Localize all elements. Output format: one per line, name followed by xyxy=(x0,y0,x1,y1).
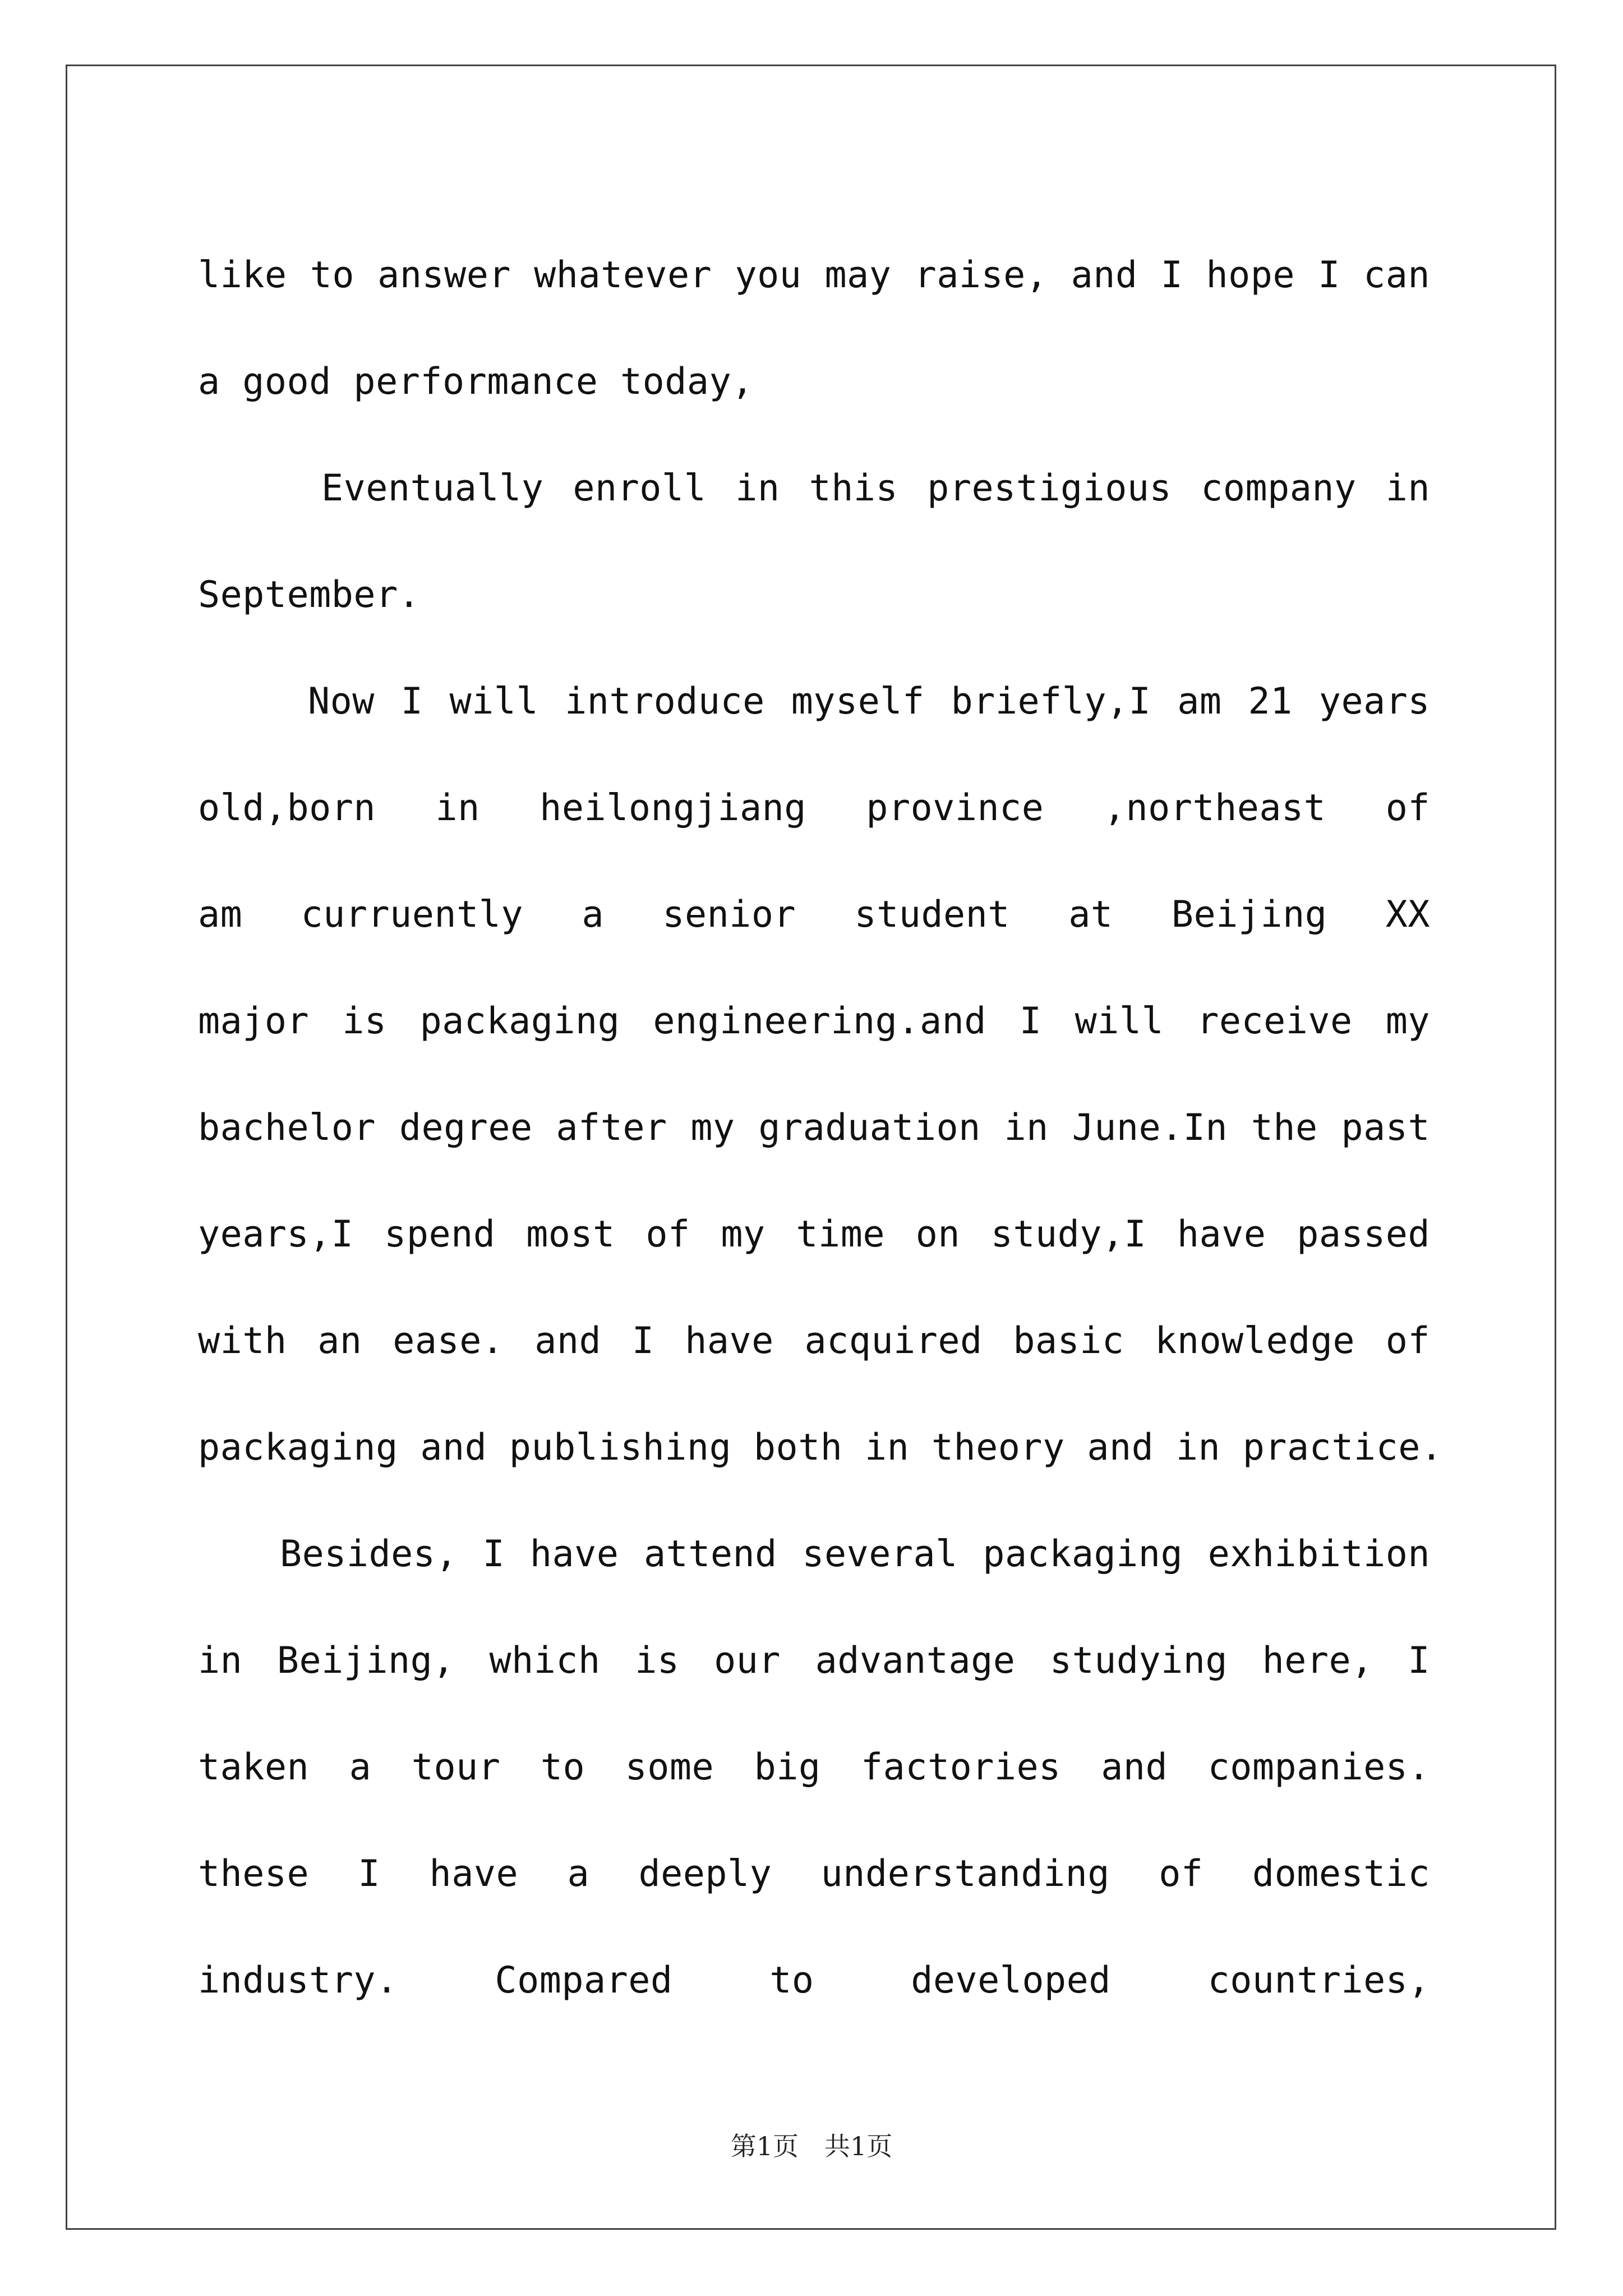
text-line: like to answer whatever you may raise, and I hope I can xyxy=(198,254,1430,296)
text-line: these I have a deeply understanding of domestic xyxy=(198,1853,1430,1895)
page-number: 第1页 共1页 xyxy=(730,2131,893,2161)
text-line: September. xyxy=(198,574,421,616)
text-line: Besides, I have attend several packaging exhibition xyxy=(280,1533,1430,1575)
text-line: in Beijing, which is our advantage studying here, I xyxy=(198,1640,1430,1682)
document-body xyxy=(198,222,1443,2034)
text-line: old,born in heilongjiang province ,northeast of xyxy=(198,787,1430,829)
text-line: Eventually enroll in this prestigious company in xyxy=(321,467,1430,509)
text-line: packaging and publishing both in theory and in practice. xyxy=(198,1427,1443,1469)
text-line: with an ease. and I have acquired basic knowledge of xyxy=(198,1320,1430,1362)
text-line: Now I will introduce myself briefly,I am 21 years xyxy=(308,680,1430,723)
text-line: taken a tour to some big factories and companies. xyxy=(198,1746,1430,1788)
text-line: years,I spend most of my time on study,I have passed xyxy=(198,1213,1430,1255)
text-line: industry. Compared to developed countries, xyxy=(198,1959,1430,2001)
text-line: bachelor degree after my graduation in June.In the past xyxy=(198,1107,1430,1149)
text-line: major is packaging engineering.and I will receive my xyxy=(198,1000,1430,1042)
text-line: a good performance today, xyxy=(198,361,754,403)
text-line: am curruently a senior student at Beijing XX xyxy=(198,894,1430,936)
